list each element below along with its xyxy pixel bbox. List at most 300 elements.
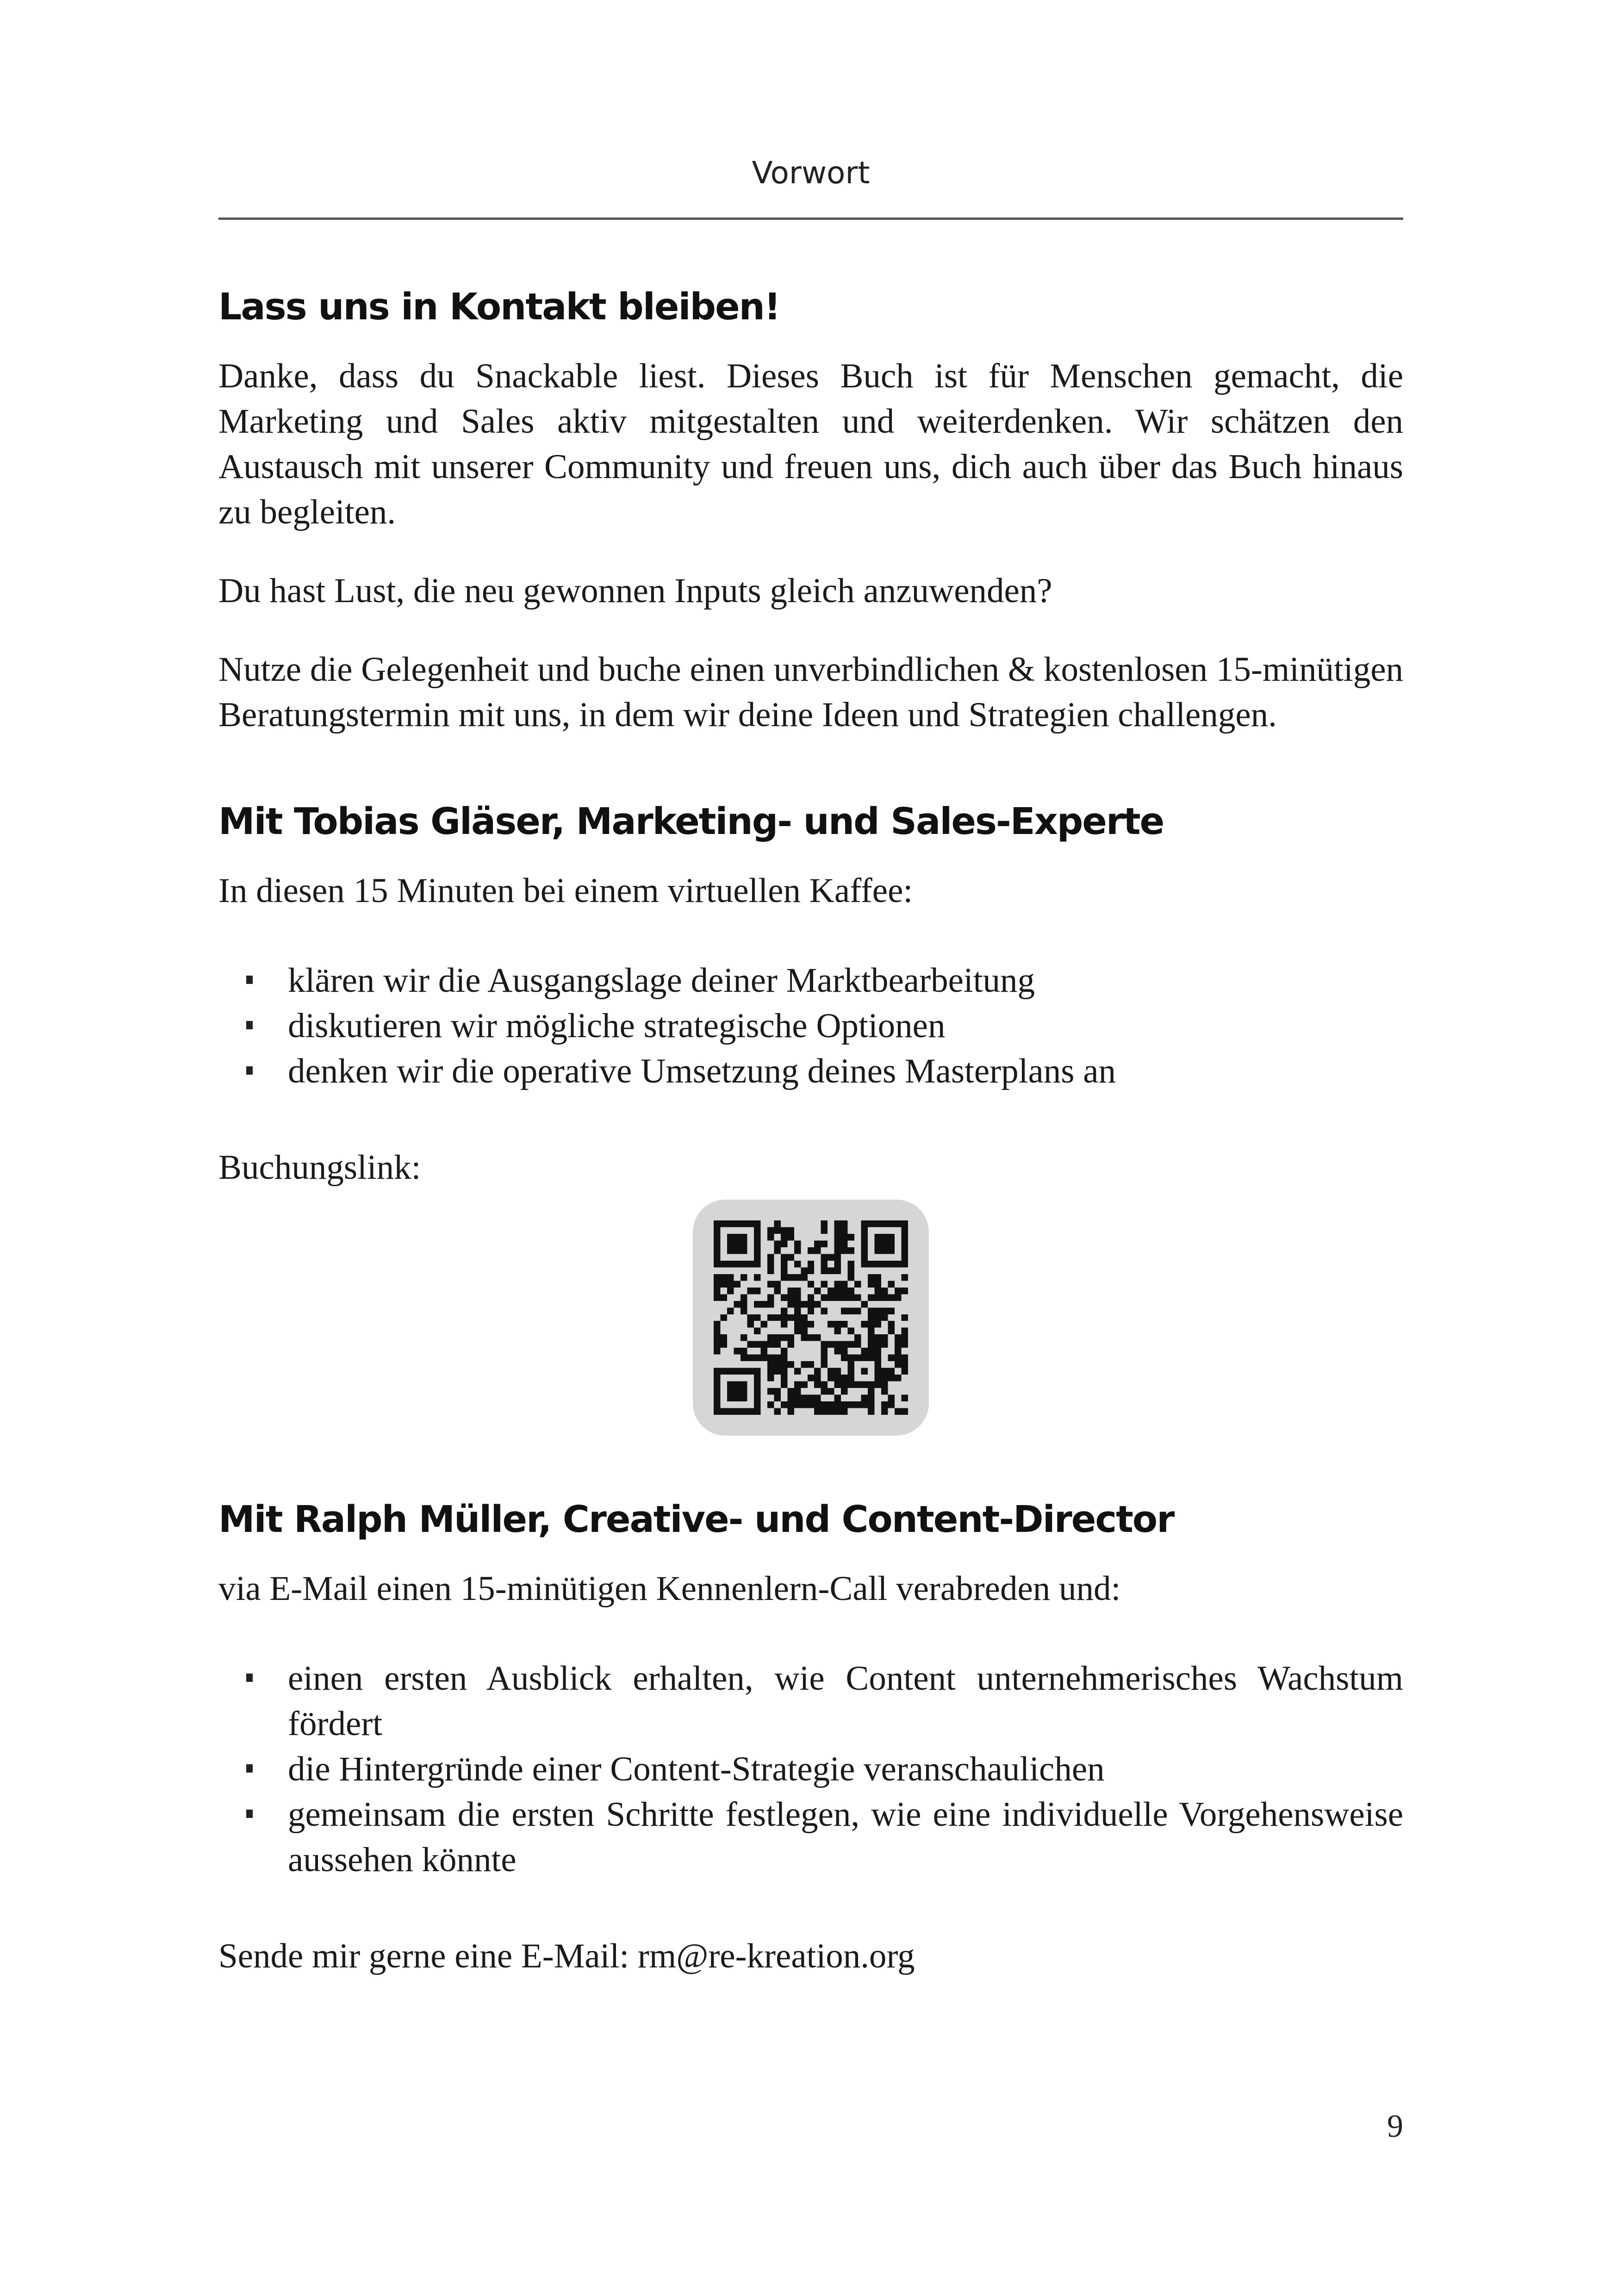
qr-module [714, 1348, 720, 1354]
qr-module [902, 1368, 908, 1375]
list-item-text: einen ersten Ausblick erhalten, wie Content unternehmerisches Wachstum fördert [288, 1659, 1403, 1743]
bullet-list-tobias [218, 958, 1403, 1094]
qr-module [868, 1281, 874, 1287]
qr-module [787, 1301, 794, 1307]
qr-module [808, 1401, 814, 1408]
qr-module [828, 1388, 834, 1394]
qr-module [814, 1301, 821, 1307]
qr-module [875, 1274, 881, 1281]
qr-module [821, 1240, 828, 1247]
qr-module [781, 1381, 787, 1388]
qr-module [902, 1355, 908, 1361]
qr-module [868, 1395, 874, 1401]
qr-module [754, 1341, 760, 1348]
qr-module [868, 1381, 874, 1388]
qr-module [714, 1288, 720, 1294]
qr-module [774, 1395, 780, 1401]
qr-module [854, 1294, 861, 1300]
qr-module [814, 1368, 821, 1375]
qr-module [814, 1381, 821, 1388]
qr-module [741, 1294, 747, 1300]
list-item [218, 1656, 1403, 1747]
qr-module [754, 1301, 760, 1307]
qr-module [868, 1334, 874, 1341]
qr-module [868, 1341, 874, 1348]
qr-module [821, 1267, 828, 1274]
bullet-list-ralph [218, 1656, 1403, 1883]
qr-module [868, 1314, 874, 1321]
qr-module [767, 1341, 774, 1348]
section-heading-tobias: Mit Tobias Gläser, Marketing- und Sales-Experte [218, 800, 1164, 843]
qr-module [781, 1355, 787, 1361]
qr-module [727, 1281, 734, 1287]
qr-module [888, 1307, 895, 1314]
qr-module [794, 1261, 801, 1267]
qr-module [767, 1261, 774, 1267]
qr-module [781, 1334, 787, 1341]
qr-module [787, 1274, 794, 1281]
qr-module [787, 1341, 794, 1348]
qr-module [841, 1341, 847, 1348]
qr-module [754, 1288, 760, 1294]
qr-module [834, 1234, 841, 1240]
qr-module [902, 1314, 908, 1321]
qr-module [760, 1348, 767, 1354]
qr-module [767, 1227, 774, 1233]
qr-module [808, 1247, 814, 1254]
qr-module [848, 1361, 854, 1368]
qr-module [834, 1401, 841, 1408]
list-item-text: denken wir die operative Umsetzung deines Masterplans an [288, 1052, 1116, 1090]
qr-module [888, 1375, 895, 1381]
qr-module [881, 1368, 888, 1375]
qr-module [895, 1341, 901, 1348]
qr-module [720, 1294, 727, 1300]
qr-module [774, 1240, 780, 1247]
qr-module [841, 1220, 847, 1227]
qr-module [754, 1314, 760, 1321]
qr-module [794, 1401, 801, 1408]
list-item-text: diskutieren wir mögliche strategische Optionen [288, 1007, 946, 1045]
qr-module [854, 1341, 861, 1348]
qr-module [720, 1341, 727, 1348]
list-item-text: gemeinsam die ersten Schritte festlegen, wie eine individuelle Vorgehensweise aussehen könnte [288, 1795, 1403, 1879]
qr-module [774, 1368, 780, 1375]
qr-module [814, 1247, 821, 1254]
qr-module [834, 1227, 841, 1233]
qr-module [841, 1247, 847, 1254]
qr-module [888, 1294, 895, 1300]
qr-module [801, 1267, 807, 1274]
qr-module [727, 1288, 734, 1294]
qr-module [868, 1307, 874, 1314]
qr-module [868, 1401, 874, 1408]
qr-module [794, 1321, 801, 1327]
qr-module [741, 1334, 747, 1341]
qr-module [895, 1408, 901, 1415]
qr-module [741, 1301, 747, 1307]
qr-module [861, 1395, 868, 1401]
qr-module [834, 1348, 841, 1354]
qr-module [881, 1401, 888, 1408]
qr-module [714, 1341, 720, 1348]
qr-module [895, 1334, 901, 1341]
qr-module [875, 1368, 881, 1375]
qr-module [902, 1274, 908, 1281]
qr-module [720, 1281, 727, 1287]
qr-module [741, 1348, 747, 1354]
qr-module [767, 1368, 774, 1375]
qr-module [781, 1375, 787, 1381]
qr-module [875, 1361, 881, 1368]
qr-module [828, 1321, 834, 1327]
qr-module [814, 1408, 821, 1415]
qr-module [714, 1321, 720, 1327]
section-heading-ralph: Mit Ralph Müller, Creative- und Content-Director [218, 1498, 1174, 1541]
qr-module [801, 1321, 807, 1327]
qr-module [821, 1254, 828, 1260]
qr-module [821, 1388, 828, 1394]
qr-module [821, 1401, 828, 1408]
qr-module [767, 1334, 774, 1341]
qr-module [787, 1288, 794, 1294]
qr-module [787, 1234, 794, 1240]
qr-module [801, 1314, 807, 1321]
qr-module [821, 1294, 828, 1300]
qr-module [875, 1348, 881, 1354]
qr-module [902, 1361, 908, 1368]
qr-module [834, 1247, 841, 1254]
qr-module [875, 1334, 881, 1341]
qr-module [834, 1281, 841, 1287]
running-header-title: Vorwort [752, 155, 870, 191]
qr-module [895, 1361, 901, 1368]
qr-module [828, 1375, 834, 1381]
qr-module [875, 1294, 881, 1300]
qr-module [754, 1355, 760, 1361]
qr-module [808, 1334, 814, 1341]
qr-module [841, 1281, 847, 1287]
booking-link-label: Buchungslink: [218, 1148, 421, 1187]
qr-module [801, 1395, 807, 1401]
qr-module [727, 1307, 734, 1314]
qr-module [841, 1408, 847, 1415]
qr-module [794, 1395, 801, 1401]
qr-module [821, 1261, 828, 1267]
qr-module [875, 1288, 881, 1294]
qr-module [741, 1274, 747, 1281]
qr-module [821, 1307, 828, 1314]
qr-module [861, 1401, 868, 1408]
qr-module [801, 1301, 807, 1307]
qr-module [834, 1341, 841, 1348]
qr-module [861, 1301, 868, 1307]
qr-module [821, 1355, 828, 1361]
qr-module [854, 1401, 861, 1408]
bullet-icon [246, 1021, 253, 1029]
qr-module [841, 1288, 847, 1294]
qr-module [714, 1294, 720, 1300]
qr-module [902, 1288, 908, 1294]
qr-module [801, 1328, 807, 1334]
qr-module [888, 1368, 895, 1375]
qr-module [760, 1321, 767, 1327]
qr-module [720, 1334, 727, 1341]
qr-module [801, 1401, 807, 1408]
qr-module [794, 1314, 801, 1321]
qr-module [808, 1395, 814, 1401]
qr-module [767, 1301, 774, 1307]
qr-module [767, 1375, 774, 1381]
qr-code-tile[interactable] [693, 1200, 929, 1436]
qr-module [828, 1368, 834, 1375]
qr-module [881, 1294, 888, 1300]
qr-module [841, 1401, 847, 1408]
qr-module [781, 1348, 787, 1354]
list-item-text: klären wir die Ausgangslage deiner Marktbearbeitung [288, 961, 1035, 1000]
qr-module [848, 1288, 854, 1294]
bullet-icon [246, 1674, 253, 1682]
qr-module [875, 1341, 881, 1348]
qr-module [902, 1328, 908, 1334]
qr-module [734, 1348, 740, 1354]
paragraph-tobias-intro: In diesen 15 Minuten bei einem virtuellen Kaffee: [218, 871, 913, 910]
qr-module [787, 1294, 794, 1300]
qr-module [760, 1301, 767, 1307]
qr-module [888, 1281, 895, 1287]
list-item [218, 1747, 1403, 1792]
qr-module [767, 1355, 774, 1361]
qr-module [781, 1294, 787, 1300]
qr-module [720, 1274, 727, 1281]
qr-module [848, 1234, 854, 1240]
qr-module [801, 1381, 807, 1388]
qr-module [875, 1281, 881, 1287]
qr-module [720, 1314, 727, 1321]
list-item [218, 1792, 1403, 1883]
qr-module [875, 1307, 881, 1314]
qr-module [821, 1227, 828, 1233]
qr-module [794, 1368, 801, 1375]
qr-module [794, 1294, 801, 1300]
qr-module [774, 1247, 780, 1254]
bullet-icon [246, 1764, 253, 1773]
qr-module [854, 1334, 861, 1341]
qr-module [881, 1375, 888, 1381]
paragraph-thanks: Danke, dass du Snackable liest. Dieses Buch ist für Menschen gemacht, die Marketing und Sales aktiv mitgestalten und weiterdenken. Wir schätzen den Austausch mit unserer Community und freuen uns, dich auch über das Buch hinaus zu begleiten. [218, 357, 1403, 531]
qr-module [881, 1388, 888, 1394]
qr-module [760, 1341, 767, 1348]
qr-module [834, 1408, 841, 1415]
qr-module [787, 1314, 794, 1321]
qr-module [747, 1355, 753, 1361]
qr-module [895, 1355, 901, 1361]
qr-module [834, 1368, 841, 1375]
qr-module [814, 1401, 821, 1408]
qr-module [767, 1401, 774, 1408]
qr-module [875, 1381, 881, 1388]
qr-module [868, 1408, 874, 1415]
qr-module [801, 1274, 807, 1281]
qr-module [902, 1341, 908, 1348]
qr-module [754, 1328, 760, 1334]
qr-module [895, 1375, 901, 1381]
qr-module [848, 1328, 854, 1334]
qr-module [808, 1321, 814, 1327]
qr-module [875, 1375, 881, 1381]
qr-module [841, 1294, 847, 1300]
qr-module [828, 1288, 834, 1294]
qr-module [834, 1254, 841, 1260]
qr-module [848, 1294, 854, 1300]
qr-module [767, 1254, 774, 1260]
qr-module [760, 1355, 767, 1361]
qr-module [848, 1307, 854, 1314]
qr-module [861, 1321, 868, 1327]
qr-module [754, 1274, 760, 1281]
qr-module [821, 1361, 828, 1368]
page-content [218, 273, 1403, 1979]
qr-module [881, 1307, 888, 1314]
qr-module [787, 1227, 794, 1233]
qr-module [875, 1314, 881, 1321]
paragraph-ralph-intro: via E-Mail einen 15-minütigen Kennenlern-Call verabreden und: [218, 1569, 1121, 1608]
qr-module [774, 1314, 780, 1321]
qr-module [808, 1301, 814, 1307]
paragraph-offer: Nutze die Gelegenheit und buche einen unverbindlichen & kostenlosen 15-minütigen Beratungstermin mit uns, in dem wir deine Ideen und Strategien challengen. [218, 650, 1403, 734]
qr-module [767, 1314, 774, 1321]
qr-module [841, 1375, 847, 1381]
qr-module [781, 1234, 787, 1240]
qr-module [814, 1240, 821, 1247]
bullet-icon [246, 1810, 253, 1818]
qr-module [747, 1288, 753, 1294]
qr-module [868, 1355, 874, 1361]
qr-module [794, 1301, 801, 1307]
qr-module [875, 1321, 881, 1327]
qr-module [781, 1368, 787, 1375]
qr-module [881, 1334, 888, 1341]
qr-module [821, 1281, 828, 1287]
qr-module [774, 1361, 780, 1368]
qr-finder-bottom-left [714, 1368, 760, 1415]
qr-module [774, 1288, 780, 1294]
qr-module [794, 1274, 801, 1281]
page-number: 9 [1387, 2109, 1403, 2144]
qr-module [781, 1267, 787, 1274]
qr-module [881, 1288, 888, 1294]
qr-code-icon[interactable] [714, 1220, 908, 1415]
qr-module [868, 1274, 874, 1281]
qr-module [814, 1395, 821, 1401]
qr-module [848, 1355, 854, 1361]
qr-module [774, 1220, 780, 1227]
qr-module [841, 1321, 847, 1327]
qr-module [821, 1348, 828, 1354]
qr-module [868, 1348, 874, 1354]
qr-module [767, 1281, 774, 1287]
qr-module [821, 1408, 828, 1415]
qr-module [828, 1341, 834, 1348]
qr-module [848, 1274, 854, 1281]
qr-module [854, 1381, 861, 1388]
qr-module [834, 1328, 841, 1334]
qr-module [868, 1294, 874, 1300]
qr-module [781, 1401, 787, 1408]
qr-module [848, 1341, 854, 1348]
qr-module [895, 1348, 901, 1354]
qr-module [828, 1408, 834, 1415]
qr-module [848, 1368, 854, 1375]
email-contact-line: Sende mir gerne eine E-Mail: rm@re-kreation.org [218, 1937, 915, 1975]
qr-module [774, 1341, 780, 1348]
qr-module [794, 1307, 801, 1314]
qr-module [841, 1234, 847, 1240]
qr-module [834, 1220, 841, 1227]
qr-module [794, 1328, 801, 1334]
qr-module [841, 1381, 847, 1388]
qr-module [787, 1334, 794, 1341]
qr-module [841, 1348, 847, 1354]
list-item [218, 1003, 1403, 1049]
qr-finder-top-left [714, 1220, 760, 1267]
qr-module [801, 1334, 807, 1341]
qr-module [834, 1288, 841, 1294]
qr-module [821, 1341, 828, 1348]
qr-module [781, 1321, 787, 1327]
qr-module [861, 1348, 868, 1354]
qr-module [774, 1281, 780, 1287]
qr-module [774, 1355, 780, 1361]
qr-module [767, 1361, 774, 1368]
qr-module [781, 1261, 787, 1267]
qr-module [888, 1321, 895, 1327]
qr-module [787, 1388, 794, 1394]
qr-module [888, 1328, 895, 1334]
list-item [218, 958, 1403, 1003]
qr-module [841, 1388, 847, 1394]
qr-module [774, 1334, 780, 1341]
qr-module [781, 1254, 787, 1260]
qr-module [714, 1328, 720, 1334]
qr-module [841, 1307, 847, 1314]
qr-module [895, 1294, 901, 1300]
qr-module [774, 1227, 780, 1233]
qr-module [881, 1381, 888, 1388]
qr-module [834, 1267, 841, 1274]
qr-module [767, 1388, 774, 1394]
qr-module [781, 1307, 787, 1314]
qr-module [714, 1281, 720, 1287]
qr-module [741, 1355, 747, 1361]
qr-module [834, 1321, 841, 1327]
qr-module [734, 1281, 740, 1287]
qr-module [848, 1267, 854, 1274]
qr-module [861, 1368, 868, 1375]
qr-module [814, 1288, 821, 1294]
bullet-icon [246, 1066, 253, 1075]
qr-module [841, 1355, 847, 1361]
qr-module [767, 1267, 774, 1274]
list-item [218, 1049, 1403, 1094]
qr-module [834, 1375, 841, 1381]
qr-module [808, 1281, 814, 1287]
qr-module [781, 1361, 787, 1368]
qr-module [828, 1401, 834, 1408]
qr-module [794, 1247, 801, 1254]
qr-module [808, 1261, 814, 1267]
qr-module [714, 1274, 720, 1281]
